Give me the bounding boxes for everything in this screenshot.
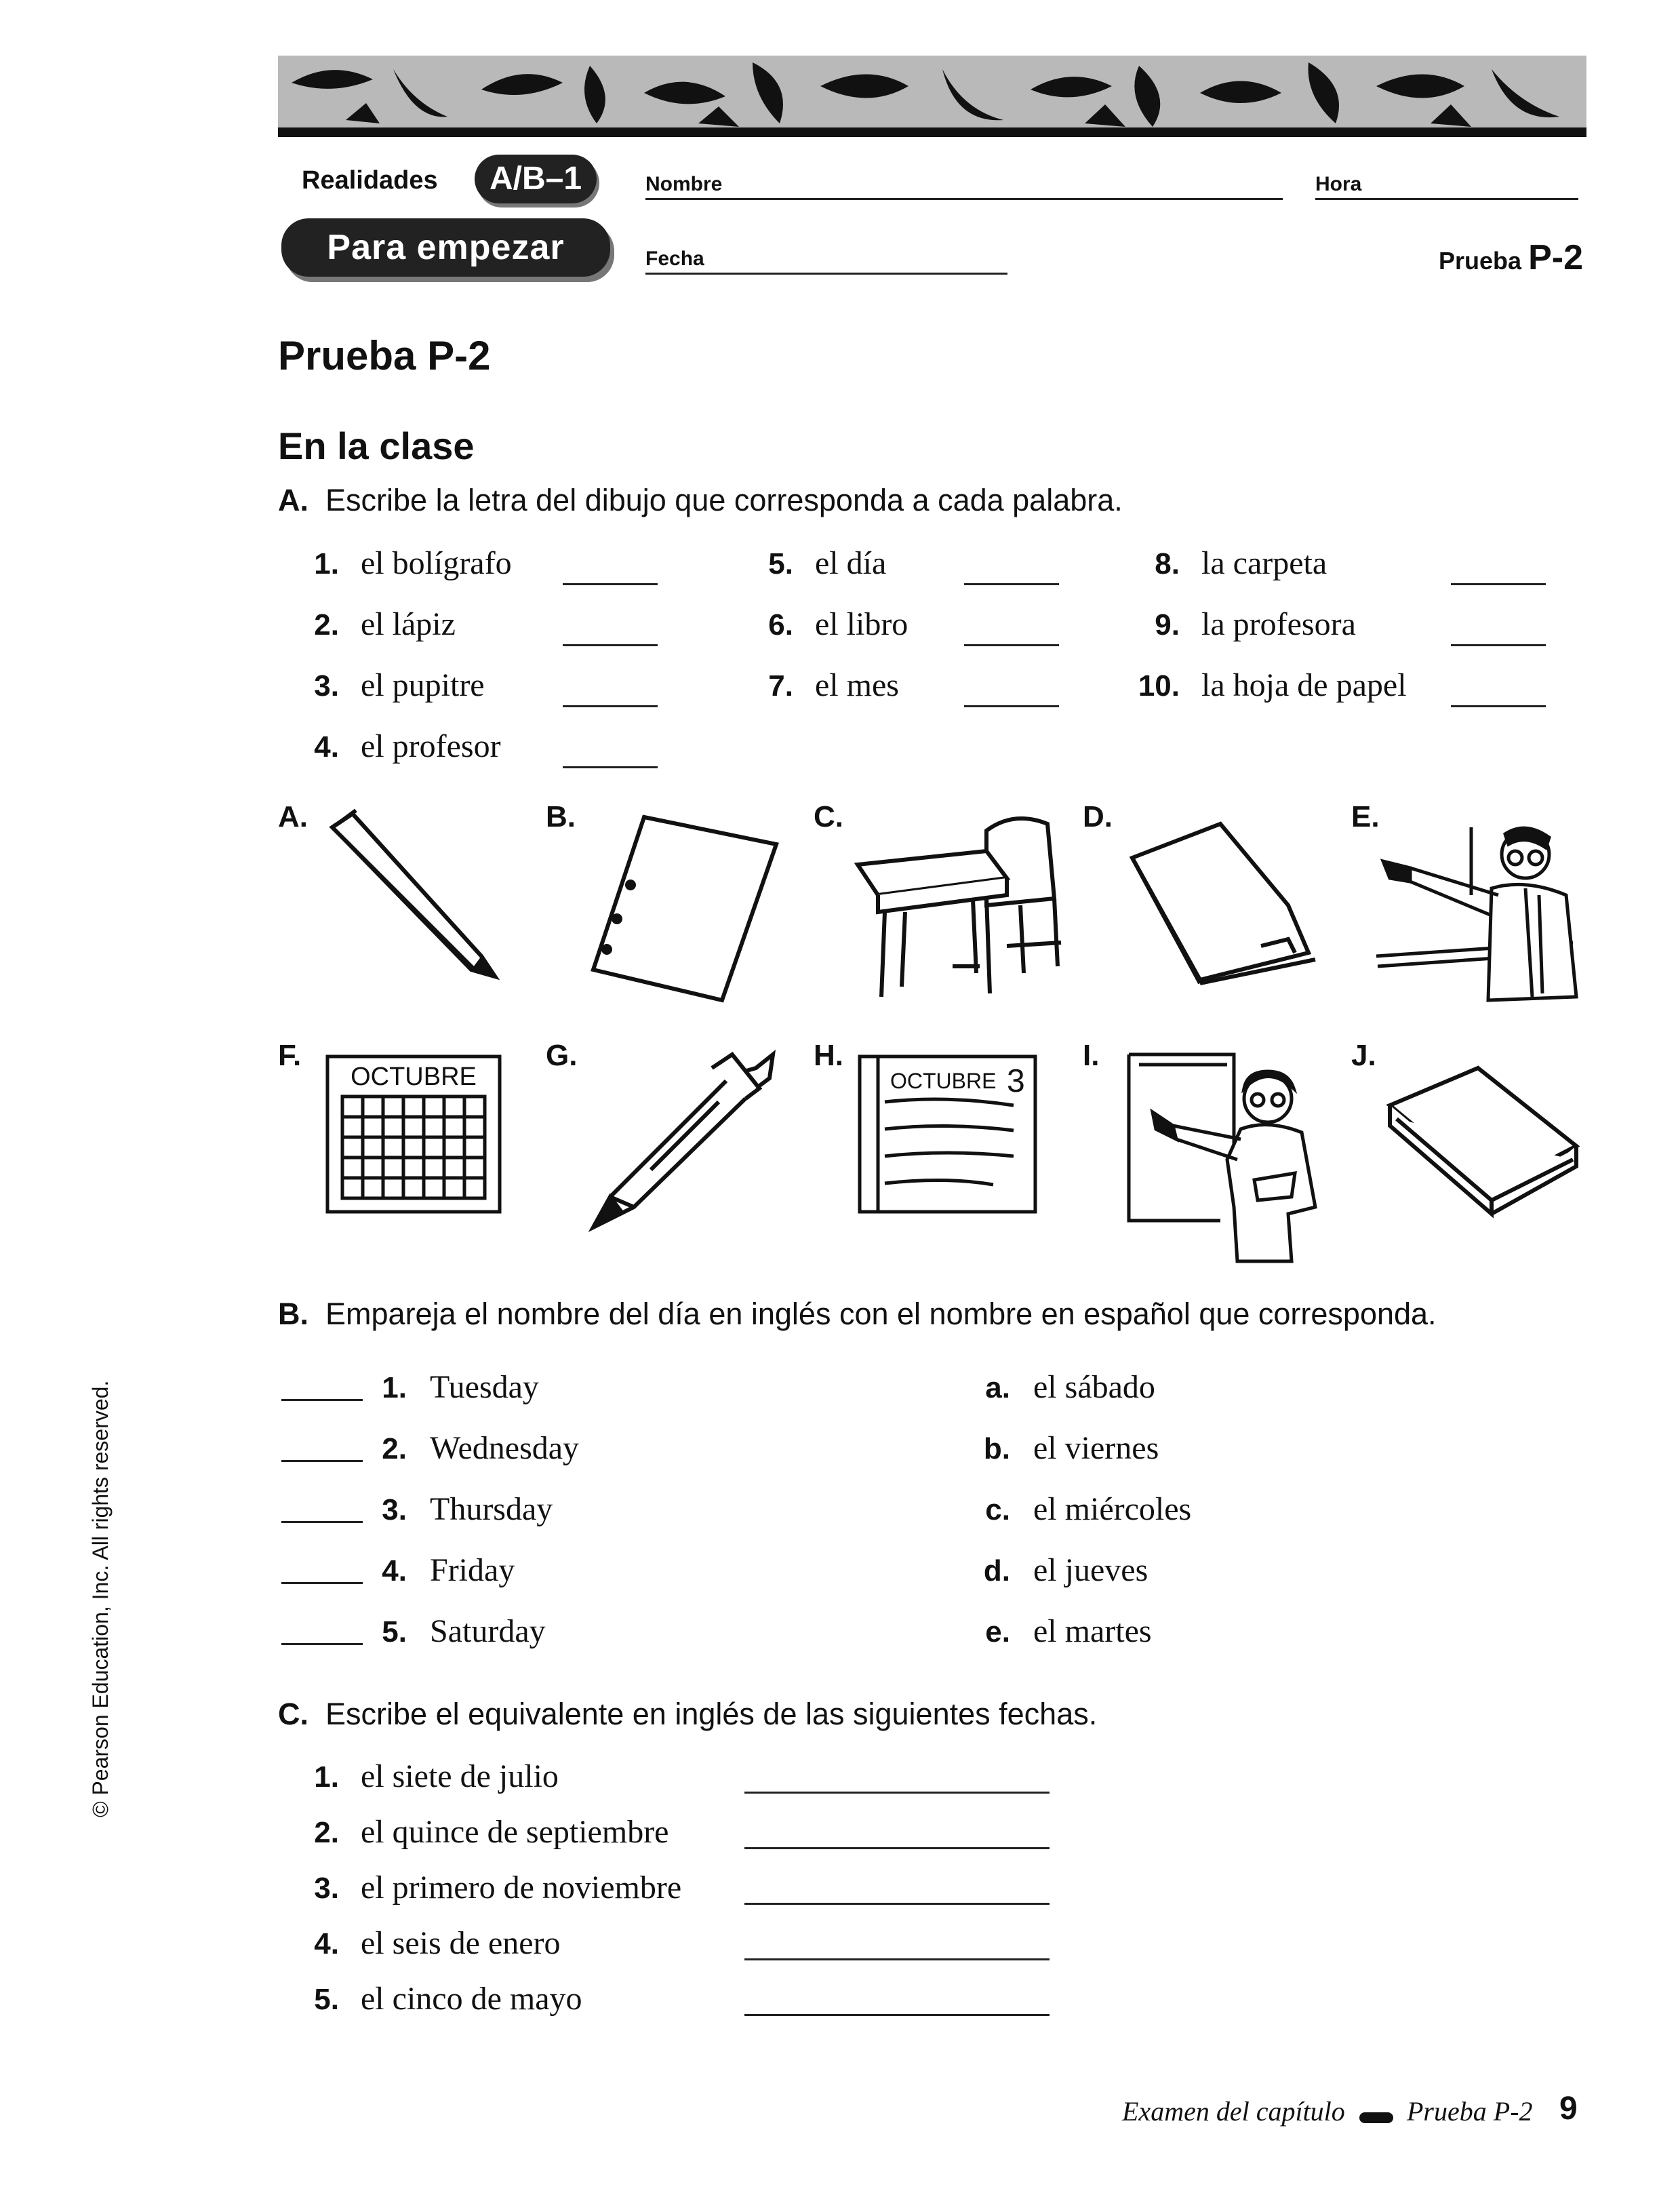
list-item: e. el martes	[985, 1613, 1152, 1649]
list-item: c. el miércoles	[985, 1491, 1192, 1527]
picture-label: A.	[278, 800, 308, 833]
answer-blank[interactable]	[964, 583, 1059, 585]
part-b-letter: B.	[278, 1297, 308, 1331]
quiz-id	[1439, 237, 1583, 278]
list-item: 4. el seis de enero	[314, 1925, 561, 1961]
answer-blank[interactable]	[744, 2014, 1050, 2016]
list-item: 5. el día	[768, 545, 887, 581]
month-caption: OCTUBRE	[351, 1063, 477, 1091]
picture-label: E.	[1351, 800, 1380, 833]
answer-blank[interactable]	[563, 705, 658, 707]
answer-blank[interactable]	[281, 1582, 363, 1584]
header-banner	[278, 56, 1586, 137]
list-item: 1. el bolígrafo	[314, 545, 512, 581]
footer-quiz: Prueba P-2	[1407, 2096, 1533, 2127]
copyright-notice: © Pearson Education, Inc. All rights reserved.	[88, 1380, 113, 1817]
list-item: 2. Wednesday	[382, 1430, 580, 1466]
page-number: 9	[1559, 2091, 1578, 2127]
answer-blank[interactable]	[1451, 705, 1546, 707]
book-name: Realidades	[302, 166, 438, 195]
date-label: Fecha	[645, 248, 704, 270]
list-item: 6. el libro	[768, 606, 908, 642]
footer-exam: Examen del capítulo	[1122, 2096, 1345, 2127]
section-title: En la clase	[278, 424, 475, 467]
list-item: 5. el cinco de mayo	[314, 1981, 582, 2017]
answer-blank[interactable]	[563, 644, 658, 646]
picture-label: C.	[814, 800, 843, 833]
picture-label: H.	[814, 1039, 843, 1072]
male-teacher-icon	[1370, 821, 1586, 1010]
list-item: 4. el profesor	[314, 728, 501, 764]
list-item: 7. el mes	[768, 667, 899, 703]
book-icon	[1383, 1065, 1580, 1241]
name-field[interactable]	[645, 198, 1283, 200]
answer-blank[interactable]	[281, 1643, 363, 1645]
answer-blank[interactable]	[563, 583, 658, 585]
part-c-text: Escribe el equivalente en inglés de las siguientes fechas.	[325, 1697, 1098, 1731]
picture-label: D.	[1083, 800, 1113, 833]
list-item: b. el viernes	[983, 1430, 1159, 1466]
quiz-code: P-2	[1528, 238, 1583, 277]
date-field[interactable]	[645, 273, 1007, 275]
student-desk-icon	[851, 810, 1068, 1007]
quiz-word: Prueba	[1439, 247, 1522, 275]
leaf-pattern-icon	[278, 56, 1586, 137]
hour-label: Hora	[1315, 173, 1362, 195]
answer-blank[interactable]	[281, 1521, 363, 1523]
chapter-badge: Para empezar	[281, 218, 610, 277]
list-item: 3. Thursday	[382, 1491, 553, 1527]
day-calendar-icon	[858, 1054, 1037, 1214]
answer-blank[interactable]	[563, 766, 658, 768]
day-number: 3	[1007, 1063, 1025, 1099]
list-item: 8. la carpeta	[1155, 545, 1327, 581]
answer-blank[interactable]	[744, 1792, 1050, 1794]
picture-label: B.	[546, 800, 576, 833]
part-a-instruction	[278, 483, 1123, 518]
list-item: 3. el primero de noviembre	[314, 1870, 682, 1905]
hour-field[interactable]	[1315, 198, 1578, 200]
picture-label: G.	[546, 1039, 578, 1072]
list-item: 2. el quince de septiembre	[314, 1814, 669, 1850]
pen-icon	[583, 1048, 786, 1238]
part-a-text: Escribe la letra del dibujo que corresponda a cada palabra.	[325, 483, 1123, 517]
female-teacher-icon	[1125, 1051, 1349, 1268]
answer-blank[interactable]	[281, 1460, 363, 1462]
picture-label: J.	[1351, 1039, 1376, 1072]
list-item: 1. el siete de julio	[314, 1758, 559, 1794]
header-rule	[278, 127, 1586, 137]
list-item: a. el sábado	[985, 1369, 1155, 1405]
paper-sheet-icon	[583, 810, 786, 1007]
list-item: 2. el lápiz	[314, 606, 456, 642]
month-calendar-icon	[325, 1054, 502, 1214]
footer-separator	[1359, 2112, 1393, 2123]
answer-blank[interactable]	[964, 705, 1059, 707]
answer-blank[interactable]	[744, 1958, 1050, 1960]
answer-blank[interactable]	[964, 644, 1059, 646]
pencil-icon	[319, 807, 508, 997]
part-c-letter: C.	[278, 1697, 308, 1731]
list-item: 3. el pupitre	[314, 667, 485, 703]
level-badge: A/B–1	[475, 155, 597, 203]
name-label: Nombre	[645, 173, 723, 195]
answer-blank[interactable]	[744, 1847, 1050, 1849]
picture-label: I.	[1083, 1039, 1100, 1072]
answer-blank[interactable]	[744, 1903, 1050, 1905]
page-title: Prueba P-2	[278, 333, 491, 378]
list-item: 5. Saturday	[382, 1613, 546, 1649]
list-item: 4. Friday	[382, 1552, 515, 1588]
list-item: 10. la hoja de papel	[1138, 667, 1407, 703]
answer-blank[interactable]	[1451, 583, 1546, 585]
answer-blank[interactable]	[1451, 644, 1546, 646]
part-b-text: Empareja el nombre del día en inglés con el nombre en español que corresponda.	[325, 1297, 1437, 1331]
list-item: 1. Tuesday	[382, 1369, 539, 1405]
answer-blank[interactable]	[281, 1399, 363, 1401]
part-b-instruction	[278, 1297, 1437, 1332]
picture-label: F.	[278, 1039, 302, 1072]
list-item: 9. la profesora	[1155, 606, 1356, 642]
folder-icon	[1125, 810, 1322, 1007]
part-c-instruction	[278, 1697, 1097, 1732]
list-item: d. el jueves	[983, 1552, 1148, 1588]
part-a-letter: A.	[278, 483, 308, 517]
month-caption: OCTUBRE	[890, 1069, 997, 1093]
